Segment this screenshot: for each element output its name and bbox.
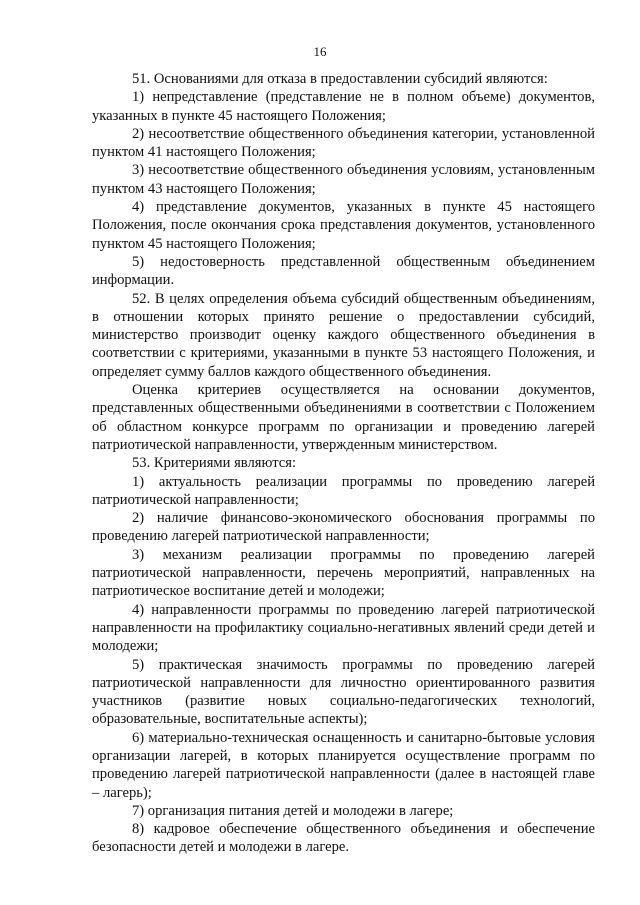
document-body (92, 70, 595, 857)
page-number: 16 (313, 44, 327, 59)
paragraph-53-item-5: 5) практическая значимость программы по проведению лагерей патриотической направленности для личностно ориентированного развития участников (развитие новых социально-педагогических технологий, образовательные, воспитательные аспекты); (92, 656, 595, 728)
paragraph-53-item-2: 2) наличие финансово-экономического обоснования программы по проведению лагерей патриотической направленности; (92, 510, 595, 545)
paragraph-53-item-1: 1) актуальность реализации программы по проведению лагерей патриотической направленности; (92, 473, 595, 508)
paragraph-51: 51. Основаниями для отказа в предоставлении субсидий являются: (132, 71, 548, 87)
paragraph-51-item-4: 4) представление документов, указанных в пункте 45 настоящего Положения, после окончания срока представления документов, установленного пунктом 45 настоящего Положения; (92, 199, 595, 252)
paragraph-52: 52. В целях определения объема субсидий общественным объединениям, в отношении которых принято решение о предоставлении субсидий, министерство производит оценку каждого общественного объединения в соответствии с критериями, указанными в пункте 53 настоящего Положения, и определяет сумму баллов каждого общественного объединения. (92, 290, 595, 380)
paragraph-53-item-3: 3) механизм реализации программы по проведению лагерей патриотической направленности, перечень мероприятий, направленных на патриотическое воспитание детей и молодежи; (92, 546, 595, 600)
paragraph-53-item-7: 7) организация питания детей и молодежи в лагере; (132, 802, 454, 819)
paragraph-51-item-1: 1) непредставление (представление не в полном объеме) документов, указанных в пункте 45 настоящего Положения; (92, 89, 595, 124)
paragraph-52-evaluation: Оценка критериев осуществляется на основании документов, представленных общественными объединениями в соответствии с Положением об областном конкурсе программ по организации и проведению лагерей патриотической направленности, утвержденным министерством. (92, 382, 595, 453)
paragraph-53-item-6: 6) материально-техническая оснащенность и санитарно-бытовые условия организации лагерей, в которых планируется осуществление программ по проведению лагерей патриотической направленности (далее в настоящей главе – лагерь); (92, 729, 595, 801)
paragraph-53: 53. Критериями являются: (132, 455, 297, 472)
paragraph-51-item-2: 2) несоответствие общественного объединения категории, установленной пунктом 41 настоящего Положения; (92, 125, 595, 161)
paragraph-53-item-8: 8) кадровое обеспечение общественного объединения и обеспечение безопасности детей и молодежи в лагере. (92, 821, 595, 856)
paragraph-51-item-3: 3) несоответствие общественного объединения условиям, установленным пунктом 43 настоящего Положения; (92, 162, 595, 197)
paragraph-51-item-5: 5) недостоверность представленной общественным объединением информации. (92, 253, 595, 289)
paragraph-53-item-4: 4) направленности программы по проведению лагерей патриотической направленности на профилактику социально-негативных явлений среди детей и молодежи; (92, 601, 595, 655)
